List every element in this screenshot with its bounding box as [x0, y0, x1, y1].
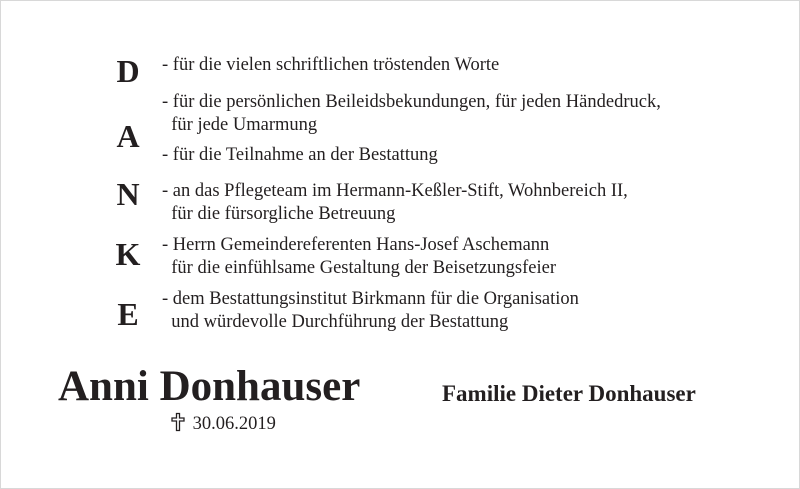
- danke-letter-d: D: [116, 53, 140, 89]
- thanks-funeral-home: - dem Bestattungsinstitut Birkmann für die Organisation und würdevolle Durchführung der Bestattung: [162, 289, 579, 332]
- danke-letter-k: K: [115, 236, 141, 272]
- deceased-name: Anni Donhauser: [58, 363, 361, 410]
- thanks-parish-officer: - Herrn Gemeindereferenten Hans-Josef Aschemann für die einfühlsame Gestaltung der Beisetzungsfeier: [162, 235, 557, 278]
- thanks-funeral-attendance: - für die Teilnahme an der Bestattung: [162, 145, 438, 165]
- thanks-condolences: - für die persönlichen Beileidsbekundungen, für jeden Händedruck, für jede Umarmung: [162, 92, 661, 135]
- latin-cross-icon: [168, 412, 188, 432]
- danke-letter-a: A: [116, 118, 140, 154]
- thanks-care-team: - an das Pflegeteam im Hermann-Keßler-Stift, Wohnbereich II, für die fürsorgliche Betreuung: [162, 181, 628, 224]
- danke-letter-n: N: [116, 176, 140, 212]
- death-date: 30.06.2019: [192, 414, 276, 434]
- family-signature: Familie Dieter Donhauser: [442, 381, 696, 406]
- death-date-line: [168, 412, 276, 436]
- thanks-written-words: - für die vielen schriftlichen tröstenden Worte: [162, 55, 500, 75]
- danke-letter-e: E: [117, 296, 139, 332]
